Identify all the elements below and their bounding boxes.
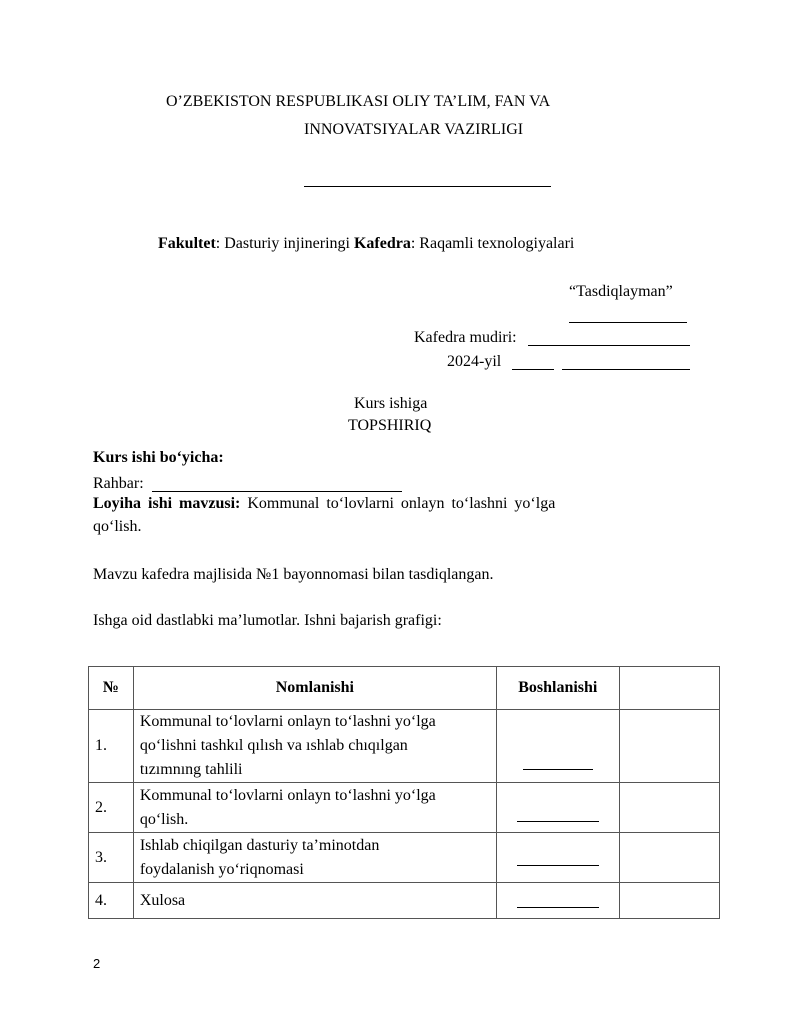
supervisor-label: Rahbar: xyxy=(93,475,144,492)
department-value: : Raqamli texnologiyalari xyxy=(410,235,575,252)
topic-value: Kommunal to‘lovlarni onlayn to‘lashni yo‘lga xyxy=(240,495,556,512)
row-name-line: qo‘lish. xyxy=(139,810,189,828)
row-name-line: Kommunal to‘lovlarni onlayn to‘lashni yo‘lga xyxy=(139,786,436,804)
header-name: Nomlanishi xyxy=(133,667,496,710)
table-row xyxy=(89,710,720,783)
approve-text: “Tasdiqlayman” xyxy=(569,283,673,300)
approval-note: Mavzu kafedra majlisida №1 bayonnomasi bilan tasdiqlangan. xyxy=(93,566,494,583)
row-name xyxy=(133,710,496,783)
header-extra xyxy=(619,667,719,710)
ministry-title-line1: O’ZBEKISTON RESPUBLIKASI OLIY TA’LIM, FAN VA xyxy=(166,93,551,110)
row-extra xyxy=(619,710,719,783)
approval-signature-line xyxy=(569,322,687,323)
row-number: 3. xyxy=(89,833,134,883)
row-extra xyxy=(619,883,719,919)
row-name xyxy=(133,883,496,919)
topic-value-continuation: qo‘lish. xyxy=(93,518,142,535)
row-name-line: tızımnıng tahlili xyxy=(139,761,243,778)
row-name-line: foydalanish yo‘riqnomasi xyxy=(139,860,304,878)
row-name-line: qo‘lishni tashkıl qılısh va ıshlab chıqılgan xyxy=(139,737,408,754)
course-heading: Kurs ishi bo‘yicha: xyxy=(93,449,224,466)
department-head-label: Kafedra mudiri: xyxy=(414,329,517,346)
department-head-signature-line xyxy=(528,345,690,346)
supervisor-blank-line xyxy=(152,491,402,492)
date-blank-line xyxy=(517,865,599,866)
table-row xyxy=(89,783,720,833)
row-number: 4. xyxy=(89,883,134,919)
topic-label: Loyiha ishi mavzusi: xyxy=(93,495,241,512)
schedule-table xyxy=(88,666,720,919)
faculty-label: Fakultet xyxy=(158,235,216,252)
row-name-line: Ishlab chiqilgan dasturiy ta’minotdan xyxy=(139,836,380,854)
page-number: 2 xyxy=(93,956,101,971)
row-start-date xyxy=(496,883,619,919)
row-number: 2. xyxy=(89,783,134,833)
row-start-date xyxy=(496,783,619,833)
row-number: 1. xyxy=(89,710,134,783)
date-blank-line xyxy=(523,769,593,770)
day-blank-line xyxy=(512,369,554,370)
department-label: Kafedra xyxy=(353,235,411,252)
header-start: Boshlanishi xyxy=(496,667,619,710)
topic-line xyxy=(93,494,633,514)
row-name xyxy=(133,833,496,883)
row-start-date xyxy=(496,710,619,783)
table-header-row xyxy=(89,667,720,710)
initial-data-note: Ishga oid dastlabki ma’lumotlar. Ishni bajarish grafigi: xyxy=(93,612,442,629)
university-name-blank-line xyxy=(304,186,551,187)
row-name-line: Kommunal to‘lovlarni onlayn to‘lashni yo‘lga xyxy=(139,713,436,730)
header-number: № xyxy=(89,667,134,710)
month-blank-line xyxy=(562,369,690,370)
row-start-date xyxy=(496,833,619,883)
row-name-line: Xulosa xyxy=(139,891,186,909)
date-blank-line xyxy=(517,821,599,822)
table-row xyxy=(89,833,720,883)
year-label: 2024-yil xyxy=(447,353,502,370)
date-blank-line xyxy=(517,907,599,908)
row-name xyxy=(133,783,496,833)
document-subtitle: Kurs ishiga xyxy=(354,395,428,412)
row-extra xyxy=(619,833,719,883)
faculty-department-line xyxy=(158,234,574,254)
table-row xyxy=(89,883,720,919)
document-title: TOPSHIRIQ xyxy=(348,417,432,434)
row-extra xyxy=(619,783,719,833)
faculty-value: : Dasturiy injineringi xyxy=(215,235,354,252)
ministry-title-line2: INNOVATSIYALAR VAZIRLIGI xyxy=(304,121,524,138)
